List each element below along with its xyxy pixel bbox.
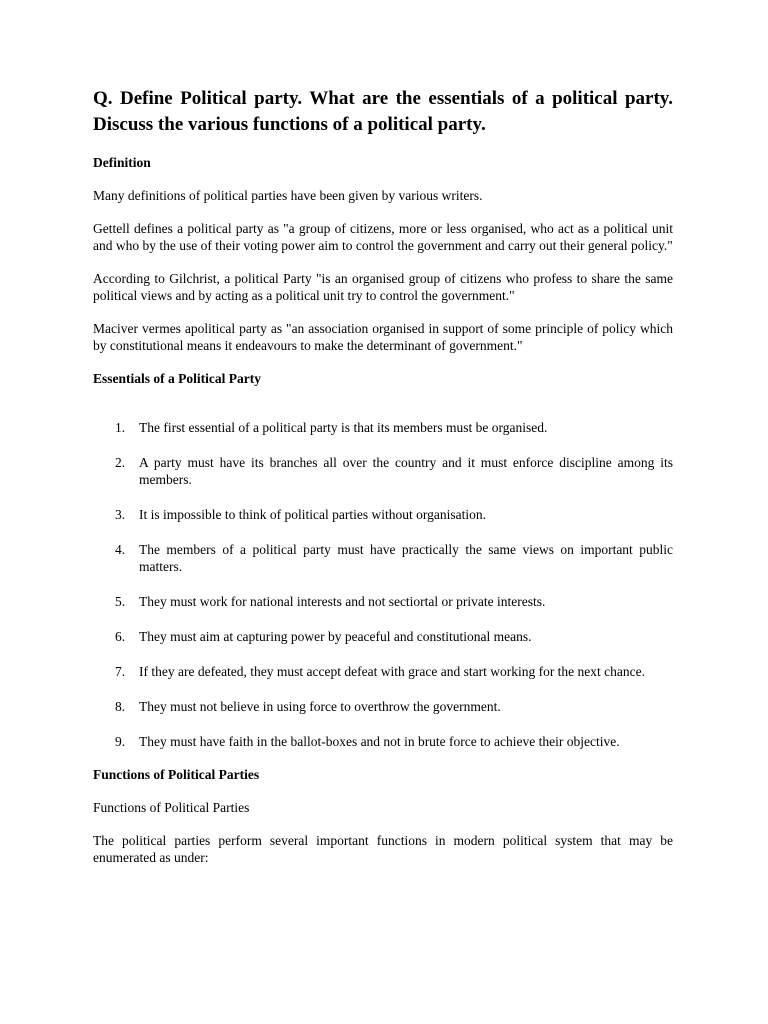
list-item-text: It is impossible to think of political parties without organisation. xyxy=(139,507,486,522)
list-item-number: 2. xyxy=(115,455,126,470)
essentials-list xyxy=(93,419,673,750)
essentials-heading: Essentials of a Political Party xyxy=(93,371,261,386)
document-title: Q. Define Political party. What are the essentials of a political party. Discuss the various functions of a political party. xyxy=(93,88,673,135)
essentials-list-item xyxy=(93,628,673,645)
list-item-number: 1. xyxy=(115,420,126,435)
list-item-number: 5. xyxy=(115,594,126,609)
essentials-list-item xyxy=(93,733,673,750)
list-item-text: The first essential of a political party is that its members must be organised. xyxy=(139,420,548,435)
list-item-number: 6. xyxy=(115,629,126,644)
list-item-number: 9. xyxy=(115,734,126,749)
list-item-text: They must aim at capturing power by peaceful and constitutional means. xyxy=(139,629,532,644)
document-page xyxy=(93,86,673,866)
list-item-number: 8. xyxy=(115,699,126,714)
functions-heading: Functions of Political Parties xyxy=(93,767,260,782)
list-item-number: 7. xyxy=(115,664,126,679)
essentials-list-item xyxy=(93,506,673,523)
definition-intro-paragraph: Many definitions of political parties have been given by various writers. xyxy=(93,188,483,203)
essentials-list-item xyxy=(93,541,673,575)
list-item-text: The members of a political party must have practically the same views on important public matters. xyxy=(139,542,673,574)
essentials-list-item xyxy=(93,593,673,610)
essentials-list-item xyxy=(93,698,673,715)
functions-subheading: Functions of Political Parties xyxy=(93,800,250,815)
list-item-number: 4. xyxy=(115,542,126,557)
list-item-text: If they are defeated, they must accept defeat with grace and start working for the next chance. xyxy=(139,664,646,679)
gilchrist-definition-paragraph: According to Gilchrist, a political Party "is an organised group of citizens who profess to share the same political views and by acting as a political unit try to control the government." xyxy=(93,271,673,303)
essentials-list-item xyxy=(93,419,673,436)
functions-intro-paragraph: The political parties perform several important functions in modern political system that may be enumerated as under: xyxy=(93,833,673,865)
essentials-list-item xyxy=(93,454,673,488)
list-item-text: A party must have its branches all over the country and it must enforce discipline among its members. xyxy=(139,455,673,487)
list-item-number: 3. xyxy=(115,507,126,522)
maciver-definition-paragraph: Maciver vermes apolitical party as "an association organised in support of some principle of policy which by constitutional means it endeavours to make the determinant of government." xyxy=(93,321,673,353)
list-item-text: They must work for national interests and not sectiortal or private interests. xyxy=(139,594,546,609)
list-item-text: They must not believe in using force to overthrow the government. xyxy=(139,699,501,714)
gettell-definition-paragraph: Gettell defines a political party as "a group of citizens, more or less organised, who act as a political unit and who by the use of their voting power aim to control the government and carry out their general policy." xyxy=(93,221,673,253)
essentials-list-item xyxy=(93,663,673,680)
list-item-text: They must have faith in the ballot-boxes and not in brute force to achieve their objective. xyxy=(139,734,620,749)
definition-heading: Definition xyxy=(93,155,151,170)
